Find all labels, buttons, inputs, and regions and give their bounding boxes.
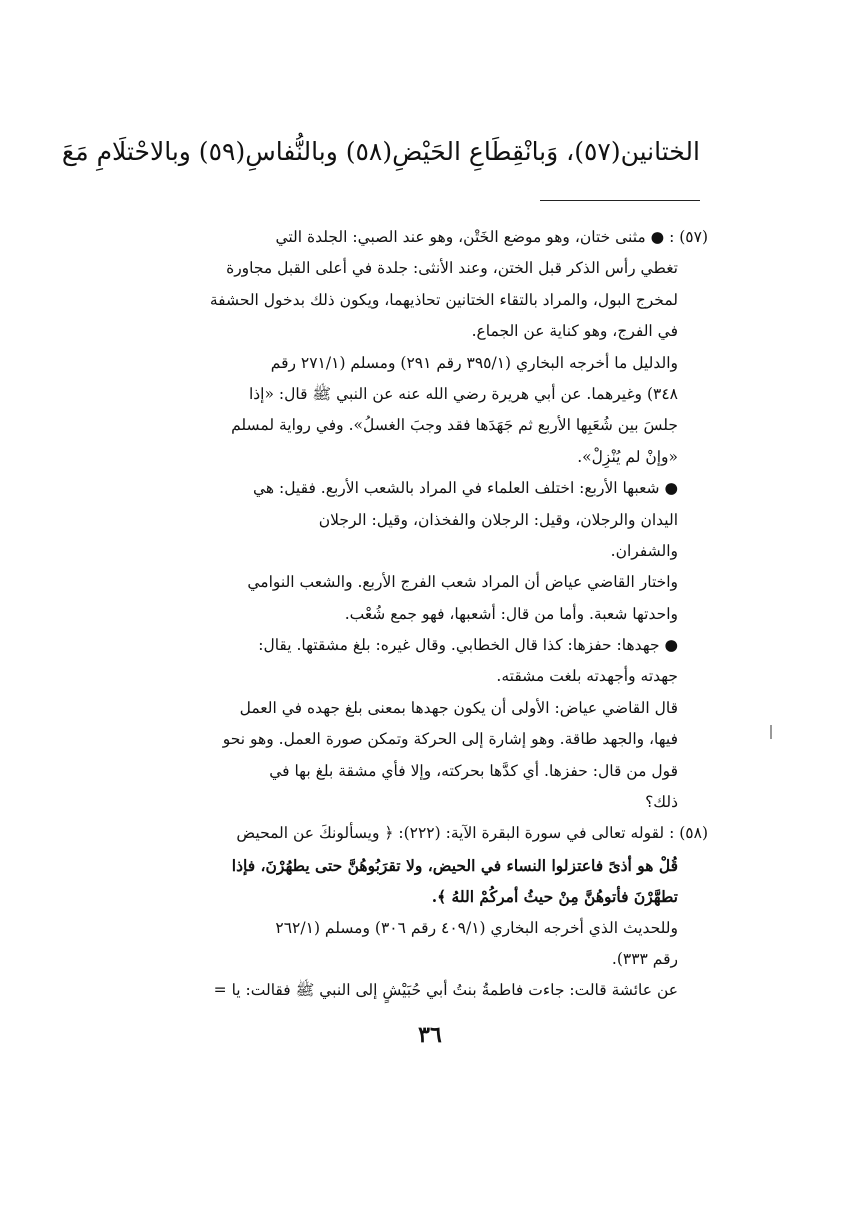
footnote-line: ذلك؟: [645, 793, 678, 812]
footnote-line: (٥٨) : لقوله تعالى في سورة البقرة الآية: (٢٢٢): ﴿ ويسألونكَ عن المحيض: [236, 824, 708, 843]
footnote-line: رقم ٣٣٣).: [611, 949, 678, 968]
quran-verse-line: تطهَّرْنَ فأتوهُنَّ مِنْ حيثُ أمركُمْ اللهُ ﴾.: [431, 887, 678, 907]
footnote-line: وللحديث الذي أخرجه البخاري (٤٠٩/١ رقم ٣٠٦) ومسلم (٢٦٢/١: [275, 918, 678, 937]
footnote-line: ● شعبها الأربع: اختلف العلماء في المراد بالشعب الأربع. فقيل: هي: [252, 479, 678, 498]
footnote-line: جلسَ بين شُعَبِها الأربع ثم جَهَدَها فقد وجبَ الغسلُ». وفي رواية لمسلم: [231, 416, 678, 435]
footnote-line: واحدتها شعبة. وأما من قال: أشعبها، فهو جمع شُعْب.: [344, 604, 678, 623]
footnote-line: عن عائشة قالت: جاءت فاطمةُ بنتُ أبي حُبَيْشٍ إلى النبي ﷺ فقالت: يا =: [213, 981, 678, 1000]
footnote-line: في الفرج، وهو كناية عن الجماع.: [471, 322, 678, 341]
footnote-line: ● جهدها: حفزها: كذا قال الخطابي. وقال غيره: بلغ مشقتها. يقال:: [258, 636, 678, 655]
main-text-line: الختانين(٥٧)، وَبانْقِطَاعِ الحَيْضِ(٥٨) وبالنُّفاسِ(٥٩) وبالاحْتلَامِ مَعَ: [61, 137, 700, 166]
footnote-line: قول من قال: حفزها. أي كدَّها بحركته، وإلا فأي مشقة بلغ بها في: [269, 761, 678, 780]
footnote-line: ٣٤٨) وغيرهما. عن أبي هريرة رضي الله عنه عن النبي ﷺ قال: «إذا: [248, 384, 678, 403]
footnote-58: [190, 818, 708, 1006]
page-number: ٣٦: [418, 1022, 442, 1048]
footnote-line: قال القاضي عياض: الأولى أن يكون جهدها بمعنى بلغ جهده في العمل: [239, 698, 678, 717]
footnotes-section: [190, 222, 708, 1007]
footnote-line: تغطي رأس الذكر قبل الختن، وعند الأنثى: جلدة في أعلى القبل مجاورة: [226, 259, 678, 278]
footnote-line: اليدان والرجلان، وقيل: الرجلان والفخذان، وقيل: الرجلان: [318, 510, 678, 529]
margin-mark: [770, 725, 772, 739]
footnote-line: «وإنْ لم يُنْزِلْ».: [577, 447, 678, 466]
footnote-line: لمخرج البول، والمراد بالتقاء الختانين تحاذيهما، ويكون ذلك بدخول الحشفة: [209, 290, 678, 309]
footnote-line: والدليل ما أخرجه البخاري (٣٩٥/١ رقم ٢٩١) ومسلم (٢٧١/١ رقم: [270, 353, 678, 372]
footnote-line: والشفران.: [610, 541, 678, 560]
footnote-line: واختار القاضي عياض أن المراد شعب الفرج الأربع. والشعب النوامي: [247, 573, 678, 592]
quran-verse-line: قُلْ هو أذىً فاعتزلوا النساء في الحيض، ولا تقرَبُوهُنَّ حتى يطهُرْنَ، فإذا: [231, 855, 678, 875]
footnote-57: [190, 222, 708, 818]
footnote-line: فيها، والجهد طاقة. وهو إشارة إلى الحركة وتمكن صورة العمل. وهو نحو: [222, 730, 678, 749]
footnote-separator: [540, 200, 700, 201]
footnote-line: جهدته وأجهدته بلغت مشقته.: [496, 667, 678, 686]
footnote-line: (٥٧) : ● مثنى ختان، وهو موضع الخَتْن، وهو عند الصبي: الجلدة التي: [275, 228, 708, 246]
